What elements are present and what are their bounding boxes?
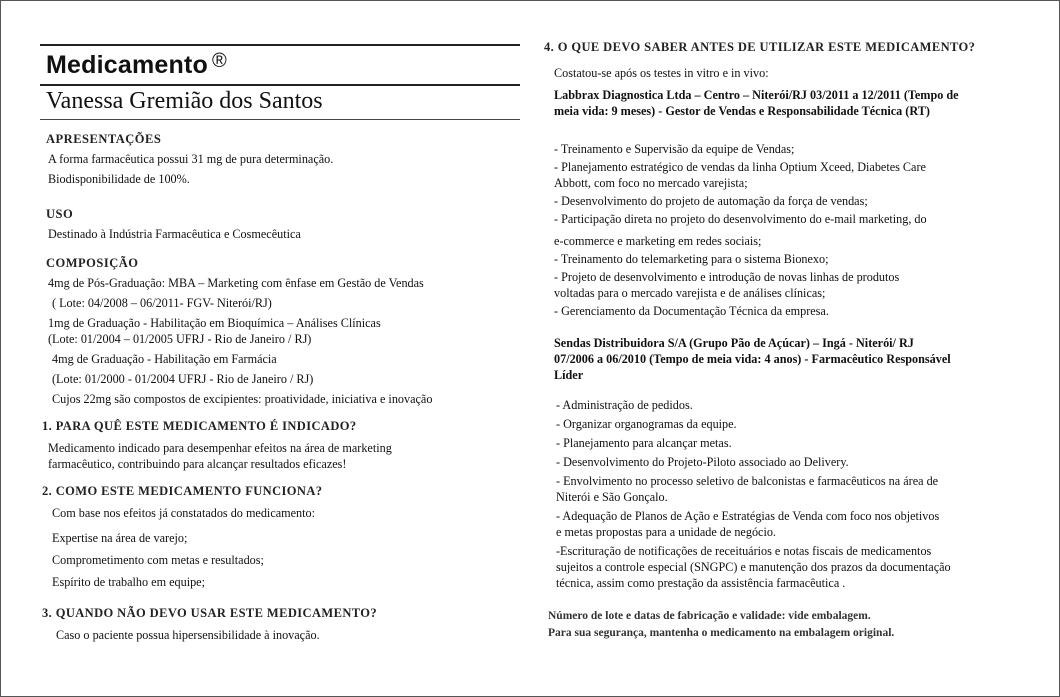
composicao-line: ( Lote: 04/2008 – 06/2011- FGV- Niterói/RJ): [52, 296, 272, 310]
job-1-item: - Participação direta no projeto do desenvolvimento do e-mail marketing, do: [554, 212, 927, 226]
job-2-item: -Escrituração de notificações de receituários e notas fiscais de medicamentos: [556, 544, 932, 558]
job-1-item: Abbott, com foco no mercado varejista;: [554, 176, 748, 190]
job-2-item: - Administração de pedidos.: [556, 398, 693, 412]
job-1-header: Labbrax Diagnostica Ltda – Centro – Niterói/RJ 03/2011 a 12/2011 (Tempo de: [554, 88, 959, 102]
apresentacoes-line: A forma farmacêutica possui 31 mg de pura determinação.: [48, 152, 334, 166]
question-2-line: Comprometimento com metas e resultados;: [52, 553, 264, 567]
job-2-item: - Planejamento para alcançar metas.: [556, 436, 732, 450]
job-2-item: Niterói e São Gonçalo.: [556, 490, 668, 504]
job-2-item: - Desenvolvimento do Projeto-Piloto associado ao Delivery.: [556, 455, 849, 469]
brand-title: Medicamento ®: [46, 50, 227, 79]
right-column: [540, 40, 1045, 642]
composicao-line: (Lote: 01/2004 – 01/2005 UFRJ - Rio de Janeiro / RJ): [48, 332, 312, 346]
footer-note: Para sua segurança, mantenha o medicamento na embalagem original.: [548, 627, 895, 639]
job-1-item: - Treinamento do telemarketing para o sistema Bionexo;: [554, 252, 829, 266]
job-2-header: Líder: [554, 368, 584, 382]
job-2-item: - Organizar organogramas da equipe.: [556, 417, 737, 431]
job-1-item: - Treinamento e Supervisão da equipe de Vendas;: [554, 142, 795, 156]
question-3-line: Caso o paciente possua hipersensibilidade à inovação.: [56, 628, 320, 642]
job-2-item: e metas propostas para a unidade de negócio.: [556, 525, 776, 539]
composicao-line: 1mg de Graduação - Habilitação em Bioquímica – Análises Clínicas: [48, 316, 381, 330]
brand-bar: [40, 44, 520, 80]
question-2-line: Expertise na área de varejo;: [52, 531, 188, 545]
section-apresentacoes-title: APRESENTAÇÕES: [46, 132, 162, 146]
job-1-item: - Planejamento estratégico de vendas da linha Optium Xceed, Diabetes Care: [554, 160, 926, 174]
job-1-header: meia vida: 9 meses) - Gestor de Vendas e Responsabilidade Técnica (RT): [554, 104, 930, 118]
job-1-item: voltadas para o mercado varejista e de análises clínicas;: [554, 286, 826, 300]
job-1-item: - Gerenciamento da Documentação Técnica da empresa.: [554, 304, 829, 318]
job-1-item: e-commerce e marketing em redes sociais;: [554, 234, 762, 248]
question-1-title: 1. PARA QUÊ ESTE MEDICAMENTO É INDICADO?: [42, 419, 357, 433]
section-composicao-title: COMPOSIÇÃO: [46, 256, 139, 270]
question-2-line: Com base nos efeitos já constatados do medicamento:: [52, 506, 315, 520]
composicao-line: 4mg de Graduação - Habilitação em Farmácia: [52, 352, 277, 366]
composicao-line: (Lote: 01/2000 - 01/2004 UFRJ - Rio de Janeiro / RJ): [52, 372, 314, 386]
footer-note: Número de lote e datas de fabricação e validade: vide embalagem.: [548, 610, 871, 622]
registered-mark: ®: [211, 50, 227, 72]
question-4-title: 4. O QUE DEVO SABER ANTES DE UTILIZAR ESTE MEDICAMENTO?: [544, 40, 976, 54]
question-4-intro: Costatou-se após os testes in vitro e in vivo:: [554, 66, 769, 80]
question-2-title: 2. COMO ESTE MEDICAMENTO FUNCIONA?: [42, 484, 323, 498]
composicao-line: Cujos 22mg são compostos de excipientes: proatividade, iniciativa e inovação: [52, 392, 433, 406]
uso-line: Destinado à Indústria Farmacêutica e Cosmecêutica: [48, 227, 301, 241]
apresentacoes-line: Biodisponibilidade de 100%.: [48, 172, 190, 186]
job-2-header: Sendas Distribuidora S/A (Grupo Pão de Açúcar) – Ingá - Niterói/ RJ: [554, 336, 914, 350]
job-2-item: sujeitos a controle especial (SNGPC) e manutenção dos prazos da documentação: [556, 560, 951, 574]
question-3-title: 3. QUANDO NÃO DEVO USAR ESTE MEDICAMENTO?: [42, 606, 378, 620]
question-2-line: Espírito de trabalho em equipe;: [52, 575, 205, 589]
left-column: [40, 44, 520, 643]
job-1-item: - Desenvolvimento do projeto de automação da força de vendas;: [554, 194, 868, 208]
job-2-item: técnica, assim como prestação da assistência farmacêutica .: [556, 576, 846, 590]
divider: [40, 119, 520, 120]
job-2-item: - Adequação de Planos de Ação e Estratégias de Venda com foco nos objetivos: [556, 509, 940, 523]
composicao-line: 4mg de Pós-Graduação: MBA – Marketing com ênfase em Gestão de Vendas: [48, 276, 424, 290]
question-1-line: Medicamento indicado para desempenhar efeitos na área de marketing: [48, 441, 392, 455]
person-name: Vanessa Gremião dos Santos: [46, 88, 323, 114]
job-2-header: 07/2006 a 06/2010 (Tempo de meia vida: 4 anos) - Farmacêutico Responsável: [554, 352, 951, 366]
question-1-line: farmacêutico, contribuindo para alcançar resultados eficazes!: [48, 457, 347, 471]
job-2-item: - Envolvimento no processo seletivo de balconistas e farmacêuticos na área de: [556, 474, 939, 488]
section-uso-title: USO: [46, 207, 74, 221]
job-1-item: - Projeto de desenvolvimento e introdução de novas linhas de produtos: [554, 270, 900, 284]
person-bar: [40, 84, 520, 119]
